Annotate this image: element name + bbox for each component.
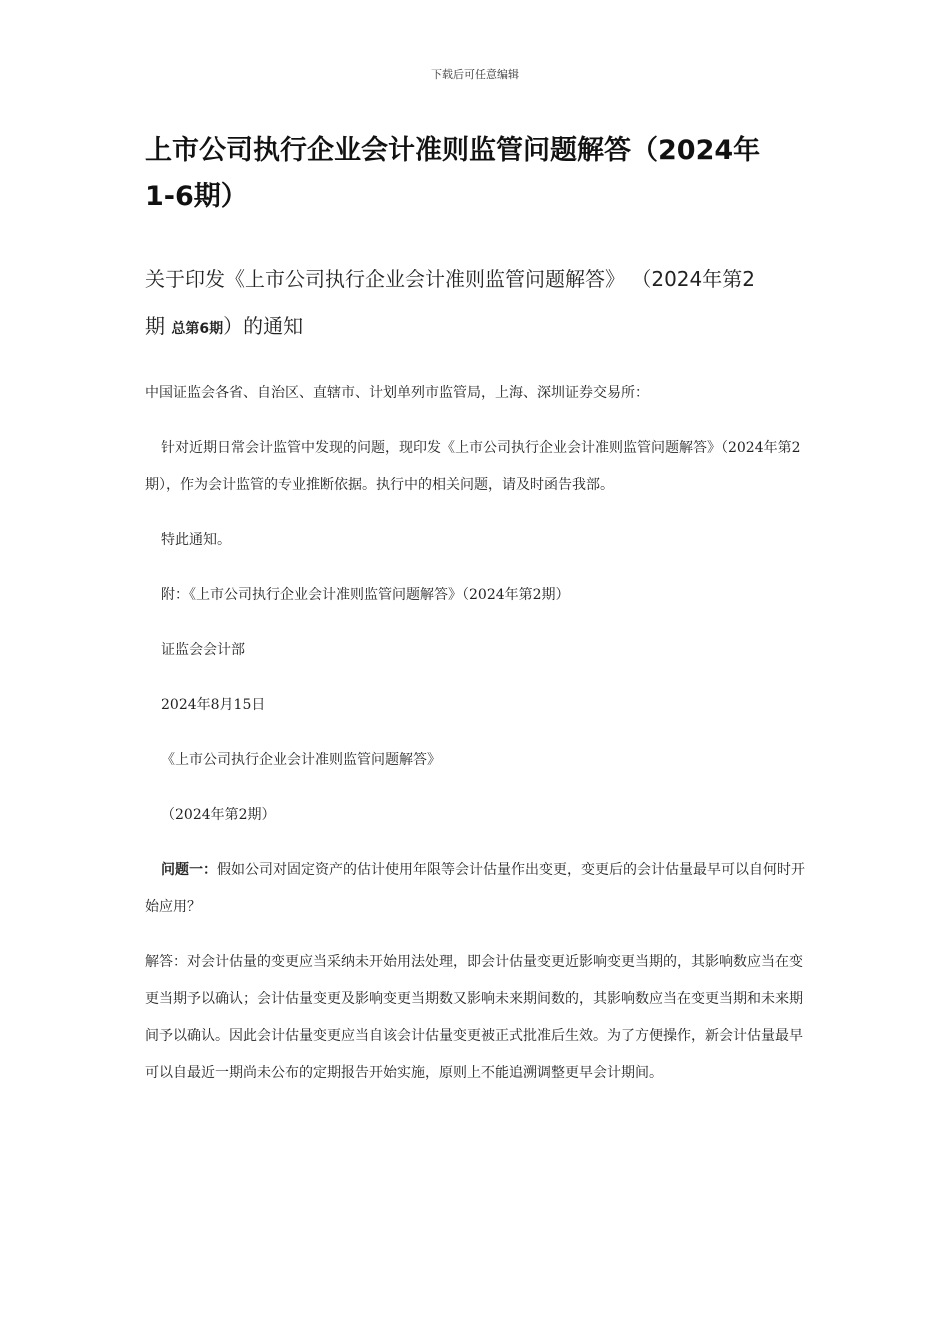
attached-doc-issue: （2024年第2期） xyxy=(161,807,276,823)
notice-title-line1: 关于印发《上市公司执行企业会计准则监管问题解答》 （2024年第2 xyxy=(145,267,755,291)
notice-title xyxy=(145,256,810,353)
document-title xyxy=(145,128,810,220)
issuer: 证监会会计部 xyxy=(161,642,245,658)
date: 2024年8月15日 xyxy=(161,697,266,713)
answer-paragraph: 解答：对会计估量的变更应当采纳未开始用法处理，即会计估量变更近影响变更当期的，其影响数应当在变更当期予以确认；会计估量变更及影响变更当期数又影响未来期间数的，其影响数应当在变更当期和未来期间予以确认。因此会计估量变更应当自该会计估量变更被正式批准后生效。为了方便操作，新会计估量最早可以自最近一期尚未公布的定期报告开始实施，原则上不能追溯调整更早会计期间。 xyxy=(145,954,803,1081)
closing-text: 特此通知。 xyxy=(161,532,231,548)
notice-title-prefix: 期 xyxy=(145,314,172,338)
question-label: 问题一： xyxy=(161,862,217,878)
notice-title-sub: 总第6期 xyxy=(171,321,224,337)
document-title-line2: 1-6期） xyxy=(145,181,248,212)
attached-doc-name: 《上市公司执行企业会计准则监管问题解答》 xyxy=(161,752,441,768)
attachment-line: 附：《上市公司执行企业会计准则监管问题解答》（2024年第2期） xyxy=(161,587,570,603)
document-body xyxy=(145,128,810,1092)
body-paragraph: 针对近期日常会计监管中发现的问题，现印发《上市公司执行企业会计准则监管问题解答》（2024年第2期），作为会计监管的专业推断依据。执行中的相关问题，请及时函告我部。 xyxy=(145,440,801,493)
notice-title-suffix: ）的通知 xyxy=(223,314,304,338)
addressee: 中国证监会各省、自治区、直辖市、计划单列市监管局，上海、深圳证券交易所： xyxy=(145,385,649,401)
question-text: 假如公司对固定资产的估计使用年限等会计估量作出变更，变更后的会计估量最早可以自何时开始应用？ xyxy=(145,862,805,915)
document-title-line1: 上市公司执行企业会计准则监管问题解答（2024年 xyxy=(145,135,761,166)
header-note: 下载后可任意编辑 xyxy=(431,68,519,81)
question-one xyxy=(145,852,810,926)
